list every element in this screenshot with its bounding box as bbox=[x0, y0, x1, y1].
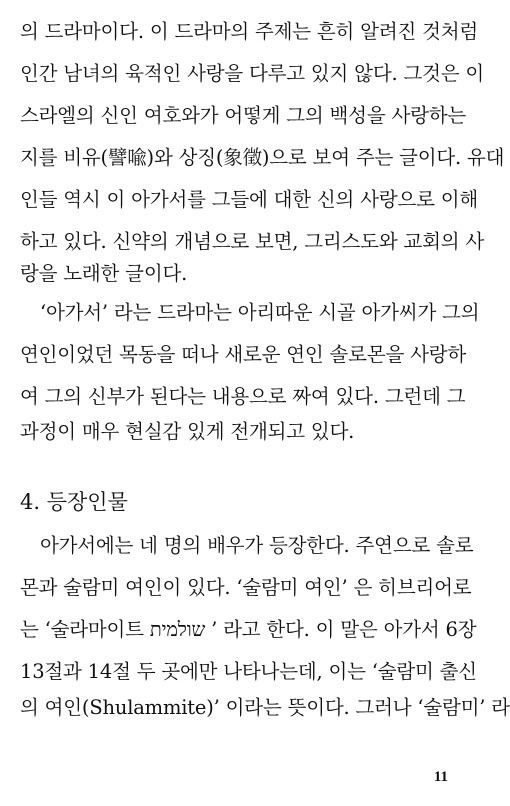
body-text-line: 몬과 술람미 여인이 있다. ‘술람미 여인’ 은 히브리어로 bbox=[20, 576, 472, 599]
body-text-line: 랑을 노래한 글이다. bbox=[20, 262, 188, 285]
body-text-line: 아가서에는 네 명의 배우가 등장한다. 주연으로 솔로 bbox=[40, 534, 474, 557]
body-text-line: 연인이었던 목동을 떠나 새로운 연인 솔로몬을 사랑하 bbox=[20, 343, 467, 366]
body-text-line: 지를 비유(譬喩)와 상징(象徵)으로 보여 주는 글이다. 유대 bbox=[20, 146, 505, 169]
body-text-line: 인들 역시 이 아가서를 그들에 대한 신의 사랑으로 이해 bbox=[20, 188, 479, 211]
body-text-line: 과정이 매우 현실감 있게 전개되고 있다. bbox=[20, 420, 355, 443]
page-number: 11 bbox=[433, 769, 448, 785]
body-text-line: 스라엘의 신인 여호와가 어떻게 그의 백성을 사랑하는 bbox=[20, 104, 467, 127]
body-text-line: 여 그의 신부가 된다는 내용으로 짜여 있다. 그런데 그 bbox=[20, 385, 466, 408]
body-text-line: 의 드라마이다. 이 드라마의 주제는 흔히 알려진 것처럼 bbox=[20, 20, 479, 43]
body-text-line: 의 여인(Shulammite)’ 이라는 뜻이다. 그러나 ‘술람미’ 라 bbox=[20, 696, 510, 719]
body-text-line: 인간 남녀의 육적인 사랑을 다루고 있지 않다. 그것은 이 bbox=[20, 62, 485, 85]
body-text-line: 하고 있다. 신약의 개념으로 보면, 그리스도와 교회의 사 bbox=[20, 230, 485, 253]
section-heading: 4. 등장인물 bbox=[20, 490, 128, 514]
body-text-line: 는 ‘술라마이트 שולמית ’ 라고 한다. 이 말은 아가서 6장 bbox=[20, 618, 477, 641]
body-text-line: ‘아가서’ 라는 드라마는 아리따운 시골 아가씨가 그의 bbox=[40, 301, 480, 324]
body-text-line: 13절과 14절 두 곳에만 나타나는데, 이는 ‘술람미 출신 bbox=[20, 660, 477, 683]
